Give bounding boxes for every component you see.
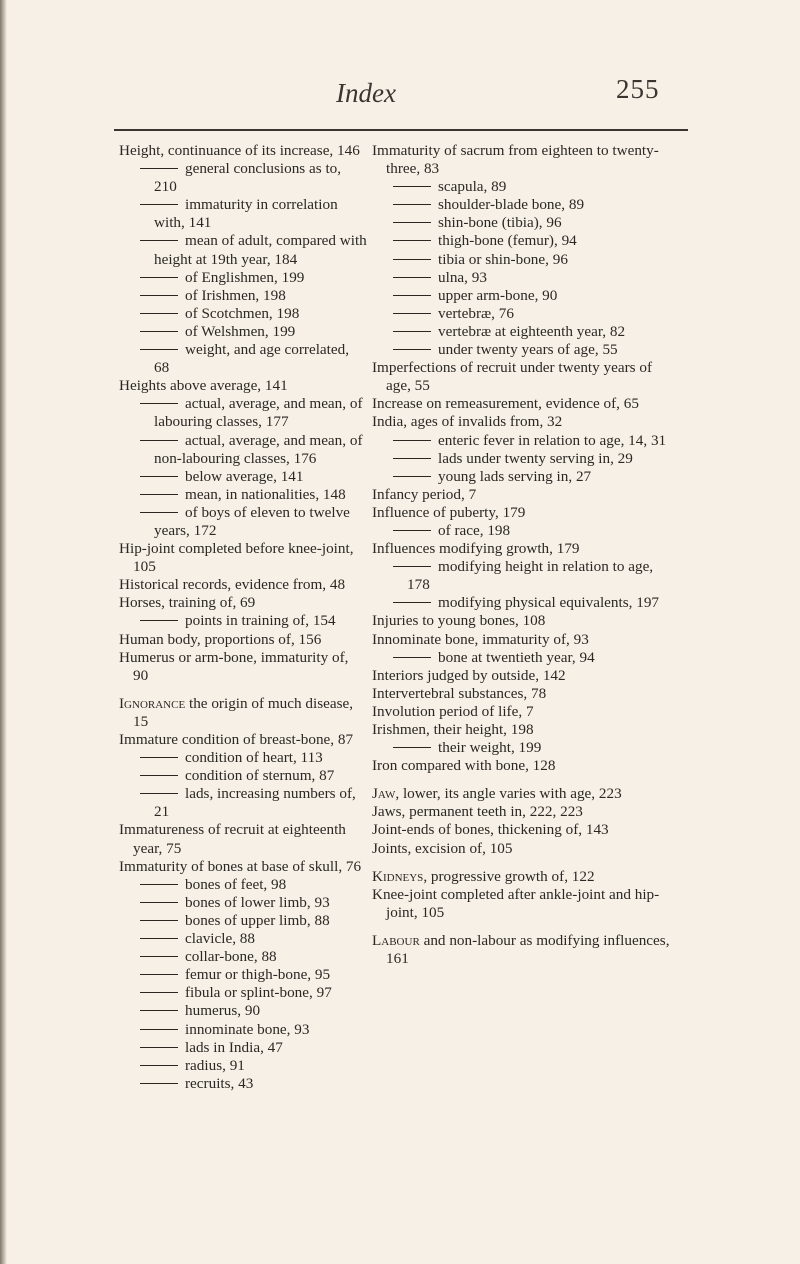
index-subentry xyxy=(119,612,367,630)
ditto-dash xyxy=(140,204,178,205)
letter-head-word: Kidneys xyxy=(372,867,424,885)
index-subentry xyxy=(119,432,367,468)
entry-text: Injuries to young bones, 108 xyxy=(372,612,546,630)
letter-head-word: Labour xyxy=(372,931,420,949)
index-entry xyxy=(372,868,672,886)
entry-text: of Welshmen, 199 xyxy=(185,322,296,340)
entry-text: of boys of eleven to twelve years, 172 xyxy=(154,503,350,539)
entry-text: of Scotchmen, 198 xyxy=(185,304,300,322)
ditto-dash xyxy=(393,458,431,459)
index-subentry xyxy=(119,269,367,287)
section-gap xyxy=(372,858,672,868)
index-entry xyxy=(119,594,367,612)
entry-text: Humerus or arm-bone, immaturity of, 90 xyxy=(119,648,349,684)
ditto-dash xyxy=(140,902,178,903)
entry-text: vertebræ at eighteenth year, 82 xyxy=(438,322,626,340)
ditto-dash xyxy=(393,331,431,332)
index-entry xyxy=(372,685,672,703)
entry-text: Horses, training of, 69 xyxy=(119,594,256,612)
ditto-dash xyxy=(140,920,178,921)
entry-text: vertebræ, 76 xyxy=(438,304,514,322)
index-entry xyxy=(119,695,367,731)
index-entry xyxy=(372,703,672,721)
index-entry xyxy=(119,649,367,685)
index-subentry xyxy=(372,178,672,196)
index-subentry xyxy=(119,894,367,912)
ditto-dash xyxy=(393,295,431,296)
index-entry xyxy=(119,821,367,857)
index-subentry xyxy=(119,749,367,767)
ditto-dash xyxy=(393,602,431,603)
entry-text: points in training of, 154 xyxy=(185,612,336,630)
index-subentry xyxy=(119,1021,367,1039)
index-subentry xyxy=(372,594,672,612)
entry-text: Innominate bone, immaturity of, 93 xyxy=(372,630,589,648)
index-subentry xyxy=(119,984,367,1002)
ditto-dash xyxy=(140,775,178,776)
entry-text: Iron compared with bone, 128 xyxy=(372,757,556,775)
section-gap xyxy=(119,685,367,695)
index-entry xyxy=(119,377,367,395)
entry-text: Knee-joint completed after ankle-joint and hip-joint, 105 xyxy=(372,885,660,921)
entry-text: bones of upper limb, 88 xyxy=(185,911,330,929)
index-subentry xyxy=(119,504,367,540)
index-subentry xyxy=(372,232,672,250)
entry-text: under twenty years of age, 55 xyxy=(438,341,618,359)
entry-text: upper arm-bone, 90 xyxy=(438,286,558,304)
index-entry xyxy=(119,540,367,576)
entry-text: the origin of much disease, 15 xyxy=(133,694,354,730)
entry-text: Influences modifying growth, 179 xyxy=(372,540,580,558)
ditto-dash xyxy=(393,259,431,260)
index-subentry xyxy=(119,305,367,323)
ditto-dash xyxy=(140,992,178,993)
entry-text: lads, increasing numbers of, 21 xyxy=(154,785,356,821)
index-subentry xyxy=(119,930,367,948)
entry-text: modifying physical equivalents, 197 xyxy=(438,594,660,612)
entry-text: Interiors judged by outside, 142 xyxy=(372,666,566,684)
entry-text: mean, in nationalities, 148 xyxy=(185,485,346,503)
index-entry xyxy=(372,821,672,839)
entry-text: young lads serving in, 27 xyxy=(438,467,592,485)
index-subentry xyxy=(119,1002,367,1020)
ditto-dash xyxy=(140,349,178,350)
ditto-dash xyxy=(140,1065,178,1066)
index-subentry xyxy=(119,876,367,894)
entry-text: their weight, 199 xyxy=(438,739,542,757)
ditto-dash xyxy=(140,313,178,314)
entry-text: femur or thigh-bone, 95 xyxy=(185,966,331,984)
entry-text: Joint-ends of bones, thickening of, 143 xyxy=(372,821,609,839)
ditto-dash xyxy=(140,884,178,885)
ditto-dash xyxy=(140,938,178,939)
index-entry xyxy=(372,932,672,968)
ditto-dash xyxy=(140,793,178,794)
entry-text: Height, continuance of its increase, 146 xyxy=(119,142,360,159)
page-edge xyxy=(0,0,7,1264)
ditto-dash xyxy=(393,313,431,314)
entry-text: ulna, 93 xyxy=(438,268,487,286)
ditto-dash xyxy=(393,440,431,441)
index-entry xyxy=(119,576,367,594)
ditto-dash xyxy=(140,512,178,513)
ditto-dash xyxy=(393,747,431,748)
index-entry xyxy=(372,886,672,922)
entry-text: weight, and age correlated, 68 xyxy=(154,341,350,377)
ditto-dash xyxy=(140,974,178,975)
index-subentry xyxy=(119,966,367,984)
ditto-dash xyxy=(393,186,431,187)
entry-text: condition of heart, 113 xyxy=(185,749,323,767)
ditto-dash xyxy=(140,440,178,441)
entry-text: innominate bone, 93 xyxy=(185,1020,310,1038)
index-entry xyxy=(372,667,672,685)
entry-text: Heights above average, 141 xyxy=(119,377,288,395)
index-subentry xyxy=(372,468,672,486)
entry-text: modifying height in relation to age, 178 xyxy=(407,558,654,594)
header-title: Index xyxy=(336,78,396,108)
entry-text: bone at twentieth year, 94 xyxy=(438,648,595,666)
index-entry xyxy=(372,413,672,431)
ditto-dash xyxy=(393,277,431,278)
index-subentry xyxy=(372,269,672,287)
entry-text: tibia or shin-bone, 96 xyxy=(438,250,568,268)
entry-text: Immaturity of bones at base of skull, 76 xyxy=(119,857,362,875)
ditto-dash xyxy=(140,956,178,957)
index-subentry xyxy=(372,214,672,232)
letter-head-word: Ignorance xyxy=(119,694,186,712)
entry-text: actual, average, and mean, of labouring classes, 177 xyxy=(154,395,363,431)
ditto-dash xyxy=(393,657,431,658)
index-subentry xyxy=(372,341,672,359)
entry-text: clavicle, 88 xyxy=(185,930,255,948)
index-subentry xyxy=(119,1057,367,1075)
entry-text: thigh-bone (femur), 94 xyxy=(438,232,577,250)
index-entry xyxy=(372,803,672,821)
index-subentry xyxy=(119,341,367,377)
ditto-dash xyxy=(140,331,178,332)
entry-text: Increase on remeasurement, evidence of, 65 xyxy=(372,395,639,413)
entry-text: Historical records, evidence from, 48 xyxy=(119,576,346,594)
entry-text: radius, 91 xyxy=(185,1056,245,1074)
entry-text: fibula or splint-bone, 97 xyxy=(185,984,332,1002)
ditto-dash xyxy=(140,494,178,495)
entry-text: , lower, its angle varies with age, 223 xyxy=(395,785,622,803)
index-entry xyxy=(119,142,367,160)
entry-text: bones of feet, 98 xyxy=(185,875,287,893)
index-entry xyxy=(372,486,672,504)
index-subentry xyxy=(119,232,367,268)
index-subentry xyxy=(119,1039,367,1057)
index-subentry xyxy=(119,468,367,486)
index-entry xyxy=(372,721,672,739)
index-subentry xyxy=(119,785,367,821)
entry-text: and non-labour as modifying influences, 161 xyxy=(386,931,670,968)
ditto-dash xyxy=(140,168,178,169)
entry-text: below average, 141 xyxy=(185,467,304,485)
entry-text: Hip-joint completed before knee-joint, 105 xyxy=(119,540,354,576)
index-subentry xyxy=(372,522,672,540)
entry-text: immaturity in correlation with, 141 xyxy=(154,196,338,232)
ditto-dash xyxy=(140,1047,178,1048)
entry-text: Human body, proportions of, 156 xyxy=(119,630,322,648)
index-subentry xyxy=(372,739,672,757)
ditto-dash xyxy=(393,349,431,350)
entry-text: collar-bone, 88 xyxy=(185,948,277,966)
index-subentry xyxy=(372,251,672,269)
ditto-dash xyxy=(393,566,431,567)
entry-text: Imperfections of recruit under twenty years of age, 55 xyxy=(372,359,653,395)
entry-text: mean of adult, compared with height at 19th year, 184 xyxy=(154,232,367,268)
ditto-dash xyxy=(140,1083,178,1084)
index-subentry xyxy=(372,649,672,667)
entry-text: scapula, 89 xyxy=(438,178,507,196)
entry-text: actual, average, and mean, of non-labouring classes, 176 xyxy=(154,431,363,467)
index-entry xyxy=(372,142,672,178)
index-subentry xyxy=(119,486,367,504)
entry-text: bones of lower limb, 93 xyxy=(185,893,330,911)
ditto-dash xyxy=(393,204,431,205)
letter-head-word: Jaw xyxy=(372,785,396,803)
index-entry xyxy=(372,612,672,630)
page-header xyxy=(0,74,800,114)
index-subentry xyxy=(372,305,672,323)
index-subentry xyxy=(119,767,367,785)
entry-text: general conclusions as to, 210 xyxy=(154,160,342,196)
entry-text: Joints, excision of, 105 xyxy=(372,839,513,857)
ditto-dash xyxy=(140,620,178,621)
index-subentry xyxy=(119,160,367,196)
index-entry xyxy=(372,840,672,858)
index-entry xyxy=(372,359,672,395)
index-subentry xyxy=(119,395,367,431)
index-column-right xyxy=(372,142,672,968)
ditto-dash xyxy=(140,476,178,477)
entry-text: of race, 198 xyxy=(438,521,511,539)
ditto-dash xyxy=(140,277,178,278)
index-entry xyxy=(372,785,672,803)
ditto-dash xyxy=(140,403,178,404)
entry-text: shin-bone (tibia), 96 xyxy=(438,214,562,232)
entry-text: Immaturity of sacrum from eighteen to twenty-three, 83 xyxy=(372,142,659,178)
entry-text: Involution period of life, 7 xyxy=(372,702,534,720)
entry-text: lads in India, 47 xyxy=(185,1038,283,1056)
index-entry xyxy=(372,540,672,558)
index-subentry xyxy=(372,558,672,594)
index-entry xyxy=(372,395,672,413)
entry-text: condition of sternum, 87 xyxy=(185,767,335,785)
ditto-dash xyxy=(140,1029,178,1030)
index-subentry xyxy=(372,450,672,468)
entry-text: of Irishmen, 198 xyxy=(185,286,286,304)
entry-text: humerus, 90 xyxy=(185,1002,261,1020)
ditto-dash xyxy=(393,530,431,531)
entry-text: Immatureness of recruit at eighteenth year, 75 xyxy=(119,821,346,857)
index-subentry xyxy=(372,323,672,341)
index-subentry xyxy=(119,287,367,305)
entry-text: lads under twenty serving in, 29 xyxy=(438,449,633,467)
entry-text: Infancy period, 7 xyxy=(372,485,477,503)
entry-text: Jaws, permanent teeth in, 222, 223 xyxy=(372,803,583,821)
ditto-dash xyxy=(393,476,431,477)
index-entry xyxy=(119,858,367,876)
page-number: 255 xyxy=(616,74,660,104)
index-subentry xyxy=(119,196,367,232)
index-subentry xyxy=(119,323,367,341)
index-column-left xyxy=(119,142,367,1093)
index-entry xyxy=(119,731,367,749)
section-gap xyxy=(372,922,672,932)
entry-text: recruits, 43 xyxy=(185,1074,254,1092)
entry-text: India, ages of invalids from, 32 xyxy=(372,413,563,431)
ditto-dash xyxy=(393,240,431,241)
ditto-dash xyxy=(140,240,178,241)
section-gap xyxy=(372,775,672,785)
ditto-dash xyxy=(140,295,178,296)
index-entry xyxy=(119,631,367,649)
entry-text: , progressive growth of, 122 xyxy=(423,867,595,885)
index-subentry xyxy=(119,948,367,966)
index-entry xyxy=(372,631,672,649)
entry-text: enteric fever in relation to age, 14, 31 xyxy=(438,431,667,449)
ditto-dash xyxy=(393,222,431,223)
index-entry xyxy=(372,757,672,775)
index-subentry xyxy=(372,432,672,450)
entry-text: shoulder-blade bone, 89 xyxy=(438,196,585,214)
index-subentry xyxy=(119,1075,367,1093)
entry-text: Influence of puberty, 179 xyxy=(372,503,526,521)
ditto-dash xyxy=(140,1010,178,1011)
entry-text: Immature condition of breast-bone, 87 xyxy=(119,731,354,748)
entry-text: Intervertebral substances, 78 xyxy=(372,684,547,702)
header-rule xyxy=(114,129,688,131)
index-subentry xyxy=(372,287,672,305)
ditto-dash xyxy=(140,757,178,758)
index-entry xyxy=(372,504,672,522)
index-subentry xyxy=(119,912,367,930)
entry-text: of Englishmen, 199 xyxy=(185,268,305,286)
index-subentry xyxy=(372,196,672,214)
entry-text: Irishmen, their height, 198 xyxy=(372,721,534,738)
